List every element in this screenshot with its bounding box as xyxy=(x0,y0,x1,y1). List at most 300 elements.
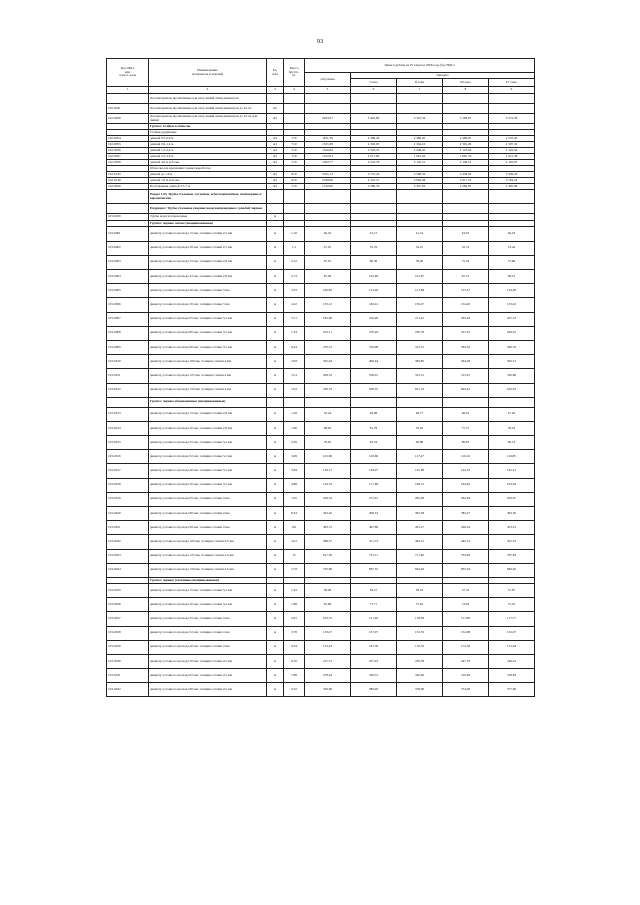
price-zone4-cell: 1 921,38 xyxy=(489,154,535,160)
table-row xyxy=(107,507,535,521)
price-zone1-cell: 536,01 xyxy=(351,369,397,383)
unit-cell: м xyxy=(267,270,284,284)
unit-cell: м xyxy=(267,355,284,369)
price-zone3-cell: 43,91 xyxy=(443,227,489,241)
unit-cell: м xyxy=(267,464,284,478)
price-release-cell: 1526,84 xyxy=(305,148,351,154)
price-zone4-cell: 452,23 xyxy=(489,535,535,549)
unit-cell: шт xyxy=(267,104,284,114)
price-zone3-cell: 77,77 xyxy=(443,421,489,435)
price-zone3-cell: 442,74 xyxy=(443,535,489,549)
price-zone3-cell: 97,13 xyxy=(443,270,489,284)
table-row xyxy=(107,255,535,269)
unit-cell: м xyxy=(267,612,284,626)
mass-cell: 1,16 xyxy=(284,227,305,241)
price-release-cell: 270,31 xyxy=(305,340,351,354)
price-release-cell: 102,75 xyxy=(305,612,351,626)
price-zone4-cell: 707,83 xyxy=(489,549,535,563)
price-release-cell: 182,90 xyxy=(305,312,351,326)
price-zone2-cell: 156,27 xyxy=(397,298,443,312)
unit-cell: м xyxy=(267,436,284,450)
price-zone1-cell: 3 721,24 xyxy=(351,172,397,178)
price-zone4-cell: 90,14 xyxy=(489,436,535,450)
price-zone1-cell: 3 422,80 xyxy=(351,114,397,124)
price-release-cell: 126,71 xyxy=(305,464,351,478)
table-row xyxy=(107,114,535,124)
price-zone4-cell xyxy=(489,397,535,407)
price-zone1-cell: 319,98 xyxy=(351,340,397,354)
price-zone4-cell xyxy=(489,204,535,214)
table-row xyxy=(107,654,535,668)
table-row xyxy=(107,612,535,626)
table-row xyxy=(107,204,535,214)
item-name-cell: диаметр условного прохода 50 мм, толщина стенки 3,5 мм xyxy=(149,478,267,492)
item-code-cell: 103-0023 xyxy=(107,549,149,563)
price-zone3-cell: 835,04 xyxy=(443,563,489,577)
price-zone4-cell: 72,69 xyxy=(489,255,535,269)
price-zone4-cell: 53,44 xyxy=(489,241,535,255)
mass-cell: 17,8 xyxy=(284,563,305,577)
column-number: 8 xyxy=(443,87,489,94)
price-zone2-cell: 3 894,08 xyxy=(397,178,443,184)
item-name-cell: Подраздел: Трубы стальные сварные водогазопроводные с резьбой черные xyxy=(149,204,267,214)
price-zone3-cell: 2 140,12 xyxy=(443,160,489,166)
mass-cell: 12,2 xyxy=(284,535,305,549)
price-zone4-cell: 163,64 xyxy=(489,478,535,492)
price-zone1-cell: 77,71 xyxy=(351,598,397,612)
price-zone2-cell: 118,38 xyxy=(397,612,443,626)
mass-cell: 7,88 xyxy=(284,669,305,683)
price-zone2-cell: 121,89 xyxy=(397,284,443,298)
header-zone3: III зона xyxy=(443,79,489,87)
item-name-cell: диаметр условного прохода 25 мм, толщина стенки 4 мм xyxy=(149,612,267,626)
item-code-cell: 103-0016 xyxy=(107,450,149,464)
price-zone4-cell: 393,59 xyxy=(489,507,535,521)
price-zone1-cell: 2 399,43 xyxy=(351,136,397,142)
header-release: отпускная xyxy=(305,73,351,87)
price-release-cell: 1742,06 xyxy=(305,184,351,190)
mass-cell: 13,4 xyxy=(284,369,305,383)
item-name-cell: диаметр условного прохода 15 мм, толщина стенки 2,8 мм xyxy=(149,407,267,421)
price-zone1-cell: 160,01 xyxy=(351,298,397,312)
table-row xyxy=(107,227,535,241)
price-zone4-cell: 306,76 xyxy=(489,340,535,354)
mass-cell xyxy=(284,104,305,114)
price-zone4-cell: 57,87 xyxy=(489,583,535,597)
price-zone1-cell xyxy=(351,204,397,214)
header-price-title: Цены в рублях на IV квартал 2006 года (без НДС) xyxy=(305,59,535,73)
header-code-line2: или xyxy=(124,69,131,74)
price-zone2-cell: 711,40 xyxy=(397,549,443,563)
item-name-cell: диаметр условного прохода 125 мм, толщина стенки 4,5 мм xyxy=(149,549,267,563)
unit-cell: м xyxy=(267,241,284,255)
table-row xyxy=(107,598,535,612)
price-zone2-cell: 166,31 xyxy=(397,478,443,492)
price-release-cell xyxy=(305,204,351,214)
price-zone1-cell: 171,68 xyxy=(351,478,397,492)
price-zone2-cell: 78,46 xyxy=(397,255,443,269)
item-code-cell: 103-0030 xyxy=(107,654,149,668)
mass-cell: 6,16 xyxy=(284,654,305,668)
price-zone4-cell: 145,21 xyxy=(489,464,535,478)
price-zone2-cell: 79,63 xyxy=(397,421,443,435)
price-zone3-cell: 89,87 xyxy=(443,436,489,450)
header-name xyxy=(149,59,267,87)
mass-cell: 1,28 xyxy=(284,407,305,421)
price-zone3-cell: 74,82 xyxy=(443,598,489,612)
header-mass-line2: брутто, xyxy=(288,69,300,74)
price-zone2-cell: 41,41 xyxy=(397,227,443,241)
price-release-cell: 133,47 xyxy=(305,626,351,640)
item-name-cell: диаметр условного прохода 150 мм, толщина стенки 4 мм xyxy=(149,383,267,397)
price-zone1-cell: 59,27 xyxy=(351,583,397,597)
unit-cell: м3 xyxy=(267,184,284,190)
price-zone2-cell: 3 327,34 xyxy=(397,114,443,124)
table-row xyxy=(107,94,535,104)
item-name-cell: диаметр условного прохода 125 мм, толщина стенки 4 мм xyxy=(149,369,267,383)
mass-cell: 9,32 xyxy=(284,683,305,697)
price-zone2-cell: 312,51 xyxy=(397,340,443,354)
price-zone1-cell: 272,61 xyxy=(351,492,397,506)
unit-cell: м3 xyxy=(267,172,284,178)
price-release-cell: 65,68 xyxy=(305,598,351,612)
price-zone3-cell: 116,16 xyxy=(443,450,489,464)
item-code-cell: 103-0020 xyxy=(107,507,149,521)
item-code-cell: 103-0004 xyxy=(107,270,149,284)
table-row xyxy=(107,407,535,421)
item-name-cell: диаметр условного прохода 25 мм, толщина стенки 2,8 мм xyxy=(149,255,267,269)
price-zone1-cell: 2 017,99 xyxy=(351,154,397,160)
price-zone1-cell: 181,36 xyxy=(351,640,397,654)
item-name-cell: диаметр условного прохода 90 мм, толщина стенки 3,5 мм xyxy=(149,340,267,354)
item-name-cell: диаметр условного прохода 80 мм, толщина стенки 4 мм xyxy=(149,507,267,521)
unit-cell: м xyxy=(267,383,284,397)
table-row xyxy=(107,640,535,654)
unit-cell: м xyxy=(267,535,284,549)
price-zone3-cell: 2 466,97 xyxy=(443,136,489,142)
item-name-cell: длиной 0,5-0,8 м xyxy=(149,136,267,142)
price-zone2-cell xyxy=(397,397,443,407)
price-zone3-cell: 2 361,29 xyxy=(443,142,489,148)
price-zone3-cell xyxy=(443,397,489,407)
price-zone2-cell: 3 568,32 xyxy=(397,172,443,178)
price-zone2-cell xyxy=(397,104,443,114)
unit-cell: м xyxy=(267,598,284,612)
unit-cell: м3 xyxy=(267,114,284,124)
item-code-cell: 103-0015 xyxy=(107,436,149,450)
mass-cell: 710 xyxy=(284,142,305,148)
item-name-cell: диаметр условного прохода 32 мм, толщина стенки 4 мм xyxy=(149,626,267,640)
column-number: 5 xyxy=(305,87,351,94)
price-zone2-cell: 2 142,51 xyxy=(397,160,443,166)
mass-cell: 710 xyxy=(284,154,305,160)
mass-cell: 1,88 xyxy=(284,598,305,612)
item-code-cell: 102-9057 xyxy=(107,154,149,160)
item-name-cell: Обаполы для крепления горных выработок xyxy=(149,166,267,172)
item-code-cell: 103-0018 xyxy=(107,478,149,492)
price-zone3-cell: 174,56 xyxy=(443,640,489,654)
item-code-cell: 103-0008 xyxy=(107,326,149,340)
price-zone4-cell: 2 397,32 xyxy=(489,142,535,148)
price-release-cell: 1352,03 xyxy=(305,154,351,160)
header-name-line1: Наименование xyxy=(197,67,218,72)
mass-cell: 15,9 xyxy=(284,383,305,397)
price-zone4-cell xyxy=(489,94,535,104)
table-row xyxy=(107,104,535,114)
header-name-line2: материалов и изделий xyxy=(192,71,223,76)
item-code-cell xyxy=(107,204,149,214)
mass-cell: 710 xyxy=(284,184,305,190)
item-code-cell: 103-0005 xyxy=(107,284,149,298)
item-code-cell: 103-0017 xyxy=(107,464,149,478)
price-zone4-cell: 318,83 xyxy=(489,669,535,683)
price-zone3-cell: 1 865,76 xyxy=(443,154,489,160)
price-release-cell: 2749,60 xyxy=(305,178,351,184)
item-name-cell: диаметр условного прохода 15 мм, толщина стенки 3,2 мм xyxy=(149,583,267,597)
price-zone3-cell: 703,49 xyxy=(443,549,489,563)
item-name-cell: Группа: черные легкие (неоцинкованные) xyxy=(149,221,267,227)
unit-cell: м xyxy=(267,626,284,640)
column-number: 9 xyxy=(489,87,535,94)
price-release-cell xyxy=(305,94,351,104)
price-release-cell: 47,10 xyxy=(305,241,351,255)
price-zone1-cell: 4 125,51 xyxy=(351,178,397,184)
item-code-cell: 103-0021 xyxy=(107,521,149,535)
mass-cell xyxy=(284,94,305,104)
item-name-cell: диаметр условного прохода 32 мм, толщина стенки 3,2 мм xyxy=(149,450,267,464)
price-zone3-cell: 3 917,74 xyxy=(443,178,489,184)
table-row xyxy=(107,284,535,298)
column-number: 3 xyxy=(267,87,284,94)
price-release-cell: 144,33 xyxy=(305,478,351,492)
price-release-cell xyxy=(305,190,351,204)
table-row xyxy=(107,464,535,478)
item-code-cell: 103-0031 xyxy=(107,669,149,683)
mass-cell: 3,78 xyxy=(284,626,305,640)
unit-cell: м xyxy=(267,669,284,683)
price-zone4-cell: 840,02 xyxy=(489,563,535,577)
item-name-cell: диаметр условного прохода 100 мм, толщина стенки 4,5 мм xyxy=(149,535,267,549)
price-zone2-cell: 153,76 xyxy=(397,626,443,640)
price-table xyxy=(106,58,535,697)
price-zone2-cell: 75,62 xyxy=(397,598,443,612)
price-zone3-cell: 257,81 xyxy=(443,326,489,340)
price-zone1-cell: 55,76 xyxy=(351,241,397,255)
price-zone1-cell: 2 303,95 xyxy=(351,142,397,148)
unit-cell: м xyxy=(267,507,284,521)
price-zone3-cell: 144,35 xyxy=(443,464,489,478)
price-zone1-cell: 867,55 xyxy=(351,563,397,577)
price-zone4-cell xyxy=(489,214,535,221)
price-zone4-cell: 152,97 xyxy=(489,626,535,640)
price-zone2-cell: 176,53 xyxy=(397,640,443,654)
price-release-cell: 68,26 xyxy=(305,421,351,435)
price-zone1-cell: 123,26 xyxy=(351,284,397,298)
price-zone3-cell: 117,08 xyxy=(443,612,489,626)
price-zone4-cell: 75,25 xyxy=(489,598,535,612)
mass-cell xyxy=(284,204,305,214)
price-zone4-cell: 2 102,56 xyxy=(489,148,535,154)
price-zone3-cell xyxy=(443,204,489,214)
price-zone1-cell: 731,11 xyxy=(351,549,397,563)
unit-cell: м xyxy=(267,214,284,221)
price-release-cell: 239,32 xyxy=(305,492,351,506)
item-name-cell: длиной 2,5-3,9 м xyxy=(149,154,267,160)
mass-cell: 2,91 xyxy=(284,612,305,626)
item-code-cell: 103-0003 xyxy=(107,255,149,269)
price-zone4-cell: 377,09 xyxy=(489,683,535,697)
mass-cell: 2,73 xyxy=(284,270,305,284)
price-zone1-cell: 49,98 xyxy=(351,407,397,421)
price-zone3-cell: 2 123,64 xyxy=(443,148,489,154)
price-release-cell: 32,24 xyxy=(305,407,351,421)
price-release-cell: 135,12 xyxy=(305,298,351,312)
unit-cell: м xyxy=(267,683,284,697)
price-zone2-cell: 250,58 xyxy=(397,654,443,668)
price-zone2-cell: 523,51 xyxy=(397,369,443,383)
price-release-cell: 1525,38 xyxy=(305,142,351,148)
price-release-cell: 343,45 xyxy=(305,507,351,521)
header-zone4: IV зона xyxy=(489,79,535,87)
table-row xyxy=(107,355,535,369)
column-number: 1 xyxy=(107,87,149,94)
header-region: Пензина xyxy=(351,73,535,79)
table-row xyxy=(107,669,535,683)
price-zone1-cell: 103,48 xyxy=(351,270,397,284)
mass-cell: 5,71 xyxy=(284,312,305,326)
mass-cell: 9,6 xyxy=(284,521,305,535)
price-zone1-cell: 81,79 xyxy=(351,421,397,435)
item-name-cell: диаметр условного прохода 32 мм, толщина стенки 2,8 мм xyxy=(149,270,267,284)
price-zone3-cell xyxy=(443,94,489,104)
price-zone1-cell: 406,53 xyxy=(351,507,397,521)
mass-cell xyxy=(284,397,305,407)
unit-cell xyxy=(267,204,284,214)
item-name-cell: Группа: Стойки и обаполы xyxy=(149,124,267,130)
mass-cell: 1,5 xyxy=(284,241,305,255)
table-row xyxy=(107,535,535,549)
price-zone4-cell: 116,85 xyxy=(489,450,535,464)
item-code-cell xyxy=(107,397,149,407)
price-zone1-cell: 149,97 xyxy=(351,464,397,478)
mass-cell: 7,34 xyxy=(284,326,305,340)
price-release-cell: 87,46 xyxy=(305,270,351,284)
price-zone1-cell xyxy=(351,190,397,204)
item-name-cell: диаметр условного прохода 20 мм, толщина стенки 2,5 мм xyxy=(149,241,267,255)
item-code-cell: 103-0006 xyxy=(107,298,149,312)
table-row xyxy=(107,478,535,492)
item-name-cell: диаметр условного прохода 40 мм, толщина стенки 4 мм xyxy=(149,640,267,654)
item-code-cell: 103-0001 xyxy=(107,227,149,241)
unit-cell: м xyxy=(267,227,284,241)
price-zone3-cell: 374,90 xyxy=(443,683,489,697)
table-row xyxy=(107,683,535,697)
item-name-cell: диаметр условного прохода 65 мм, толщина стенки 4 мм xyxy=(149,492,267,506)
price-release-cell: 1562,77 xyxy=(305,160,351,166)
price-zone2-cell: 54,47 xyxy=(397,241,443,255)
mass-cell: 1,66 xyxy=(284,421,305,435)
item-code-cell: 103-0002 xyxy=(107,241,149,255)
price-zone3-cell: 604,43 xyxy=(443,383,489,397)
item-name-cell: диаметр условного прохода 40 мм, толщина стенки 3,5 мм xyxy=(149,464,267,478)
unit-cell: м xyxy=(267,640,284,654)
item-name-cell: Подтоварник длиной 3,5-7 м xyxy=(149,184,267,190)
item-name-cell: диаметр условного прохода 15 мм, толщина стенки 2,5 мм xyxy=(149,227,267,241)
mass-cell: 4,88 xyxy=(284,478,305,492)
unit-cell: м3 xyxy=(267,148,284,154)
price-release-cell: 1611,58 xyxy=(305,136,351,142)
price-zone2-cell: 211,42 xyxy=(397,312,443,326)
mass-cell: 8,44 xyxy=(284,340,305,354)
unit-cell: м xyxy=(267,478,284,492)
price-zone4-cell: 47,92 xyxy=(489,407,535,421)
header-unit-line2: изм xyxy=(272,71,278,76)
price-zone4-cell: 2 465,96 xyxy=(489,184,535,190)
price-zone3-cell: 152,08 xyxy=(443,626,489,640)
table-row xyxy=(107,492,535,506)
table-row xyxy=(107,450,535,464)
table-row xyxy=(107,190,535,204)
item-code-cell: 103-0025 xyxy=(107,583,149,597)
header-zone2: II зона xyxy=(397,79,443,87)
table-row xyxy=(107,521,535,535)
item-name-cell: диаметр условного прохода 65 мм, толщина стенки 4,5 мм xyxy=(149,669,267,683)
price-zone4-cell: 392,51 xyxy=(489,355,535,369)
mass-cell: 3,09 xyxy=(284,450,305,464)
unit-cell: м3 xyxy=(267,160,284,166)
price-zone2-cell: 90,86 xyxy=(397,436,443,450)
item-code-cell: 103-0013 xyxy=(107,407,149,421)
price-zone2-cell xyxy=(397,190,443,204)
price-zone3-cell: 52,74 xyxy=(443,241,489,255)
item-code-cell: 103-0029 xyxy=(107,640,149,654)
price-zone3-cell: 316,99 xyxy=(443,669,489,683)
price-zone1-cell xyxy=(351,397,397,407)
item-name-cell: диаметр условного прохода 150 мм, толщина стенки 4,5 мм xyxy=(149,563,267,577)
price-release-cell xyxy=(305,214,351,221)
table-row xyxy=(107,326,535,340)
price-release-cell: 539,53 xyxy=(305,383,351,397)
item-name-cell: Группа: черные усиленные (неоцинкованные) xyxy=(149,577,267,583)
item-code-cell: 102-9056 xyxy=(107,114,149,124)
price-zone2-cell: 230,78 xyxy=(397,326,443,340)
unit-cell xyxy=(267,190,284,204)
price-zone2-cell: 265,36 xyxy=(397,492,443,506)
price-zone4-cell: 117,77 xyxy=(489,612,535,626)
price-release-cell: 329,09 xyxy=(305,683,351,697)
price-release-cell: 217,51 xyxy=(305,654,351,668)
price-zone1-cell: 121,62 xyxy=(351,612,397,626)
column-number: 4 xyxy=(284,87,305,94)
price-zone4-cell xyxy=(489,190,535,204)
item-code-cell: 103-0014 xyxy=(107,421,149,435)
price-release-cell: 393,72 xyxy=(305,521,351,535)
price-zone1-cell: 157,97 xyxy=(351,626,397,640)
price-zone2-cell: 395,58 xyxy=(397,507,443,521)
price-zone4-cell: 263,97 xyxy=(489,492,535,506)
price-release-cell: 732,99 xyxy=(305,563,351,577)
price-zone2-cell: 101,97 xyxy=(397,270,443,284)
unit-cell: м xyxy=(267,326,284,340)
item-name-cell: Лесоматериалы пропитанные для опор линий связи диаметром до 24 см xyxy=(149,104,267,114)
header-mass-line1: Масса xyxy=(289,65,299,70)
item-code-cell: 102-9049 xyxy=(107,184,149,190)
price-zone1-cell: 467,89 xyxy=(351,521,397,535)
price-zone2-cell: 2 307,63 xyxy=(397,184,443,190)
unit-cell: м xyxy=(267,549,284,563)
price-zone2-cell: 145,98 xyxy=(397,464,443,478)
mass-cell: 610 xyxy=(284,172,305,178)
